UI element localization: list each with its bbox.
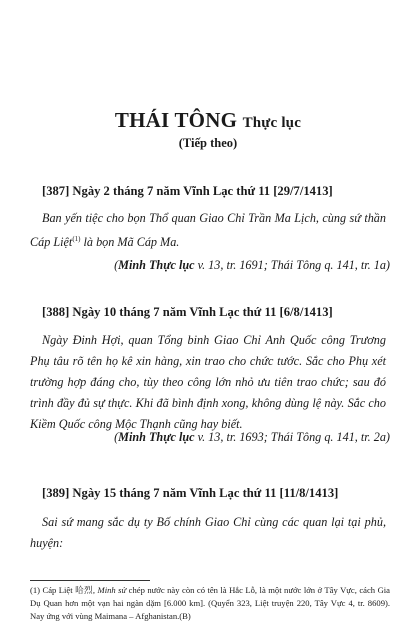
entry-text: Ban yến tiệc cho bọn Thổ quan Giao Chỉ Trần Ma Lịch, cùng sứ thần Cáp Liệt	[30, 211, 386, 250]
entry-heading-387: [387] Ngày 2 tháng 7 năm Vĩnh Lạc thứ 11 [29/7/1413]	[42, 184, 333, 198]
footnote	[30, 584, 390, 623]
entry-body-389: Sai sứ mang sắc dụ ty Bố chính Giao Chỉ cùng các quan lại tại phủ, huyện:	[30, 515, 386, 550]
footnote-text: chép nước này còn có tên là Hắc Lỗ, là một nước lớn ở Tây Vực, cách Gia Dụ Quan hơn một vạn hai ngàn dặm [6.000 km]. (Quyển 323, Liệt truyện 220, Tây Vực 4, tr. 8609). Nay ứng với vùng Maimana – Afghanistan.(B)	[30, 585, 390, 621]
citation-source: Minh Thực lục	[118, 258, 195, 272]
citation-source: Minh Thực lục	[118, 430, 195, 444]
citation-detail: v. 13, tr. 1693; Thái Tông q. 141, tr. 2a)	[194, 430, 390, 444]
entry-heading-389: [389] Ngày 15 tháng 7 năm Vĩnh Lạc thứ 11 [11/8/1413]	[42, 486, 339, 500]
footnote-source: Minh sử	[97, 585, 127, 595]
page-title	[0, 108, 416, 133]
citation-387: (Minh Thực lục v. 13, tr. 1691; Thái Tông q. 141, tr. 1a)	[114, 258, 390, 272]
footnote-divider	[30, 580, 150, 581]
footnote-lead: (1) Cáp Liệt 哈烈,	[30, 585, 98, 595]
entry-text: là bọn Mã Cáp Ma.	[80, 235, 180, 250]
page-subtitle: (Tiếp theo)	[178, 136, 238, 150]
citation-detail: v. 13, tr. 1691; Thái Tông q. 141, tr. 1a)	[194, 258, 390, 272]
title-main: THÁI TÔNG	[114, 108, 238, 132]
entry-body-387	[30, 208, 386, 253]
footnote-ref: (1)	[72, 235, 81, 243]
entry-heading-388: [388] Ngày 10 tháng 7 năm Vĩnh Lạc thứ 11 [6/8/1413]	[42, 305, 333, 319]
entry-body-388: Ngày Đinh Hợi, quan Tổng binh Giao Chỉ Anh Quốc công Trương Phụ tâu rõ tên họ kê xin hàng, xin trao cho chức tước. Sắc cho Phụ xét trường hợp đáng cho, tùy theo công lớn nhỏ ưu tiên trao chức; sau đó trình đầy đủ sự thực. Khi đã bình định xong, không dùng lệ này. Sắc cho Kiềm Quốc công Mộc Thạnh cũng hay biết.	[30, 333, 386, 431]
citation-388: (Minh Thực lục v. 13, tr. 1693; Thái Tông q. 141, tr. 2a)	[114, 430, 390, 444]
title-sub: Thực lục	[242, 115, 302, 131]
